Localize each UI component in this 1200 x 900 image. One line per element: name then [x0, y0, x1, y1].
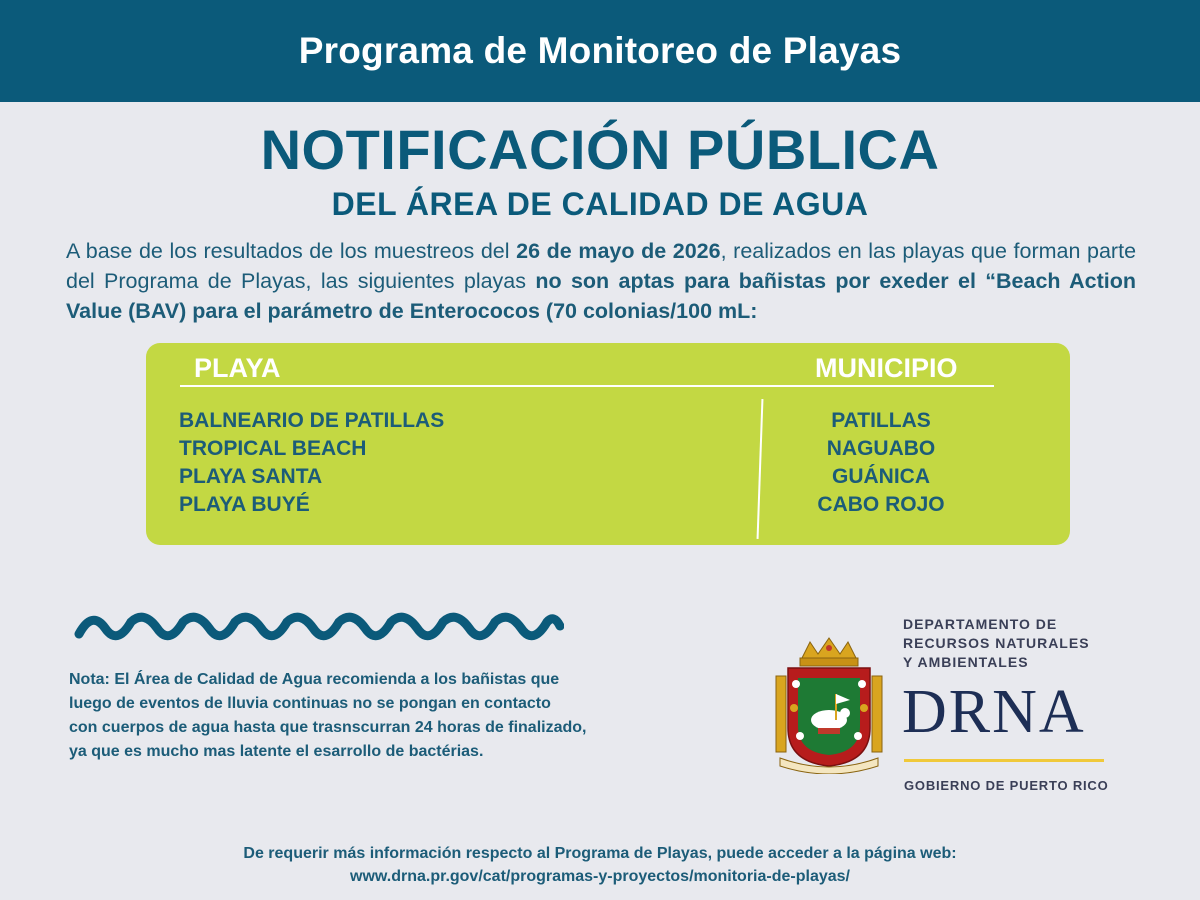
header-playa: PLAYA	[194, 353, 281, 383]
advisory-text: no son aptas para bañistas por exeder el “Beach Action Value (BAV) para el parámetro de Enterococos (70 colonias/100 mL:	[66, 269, 1136, 323]
dept-line: RECURSOS NATURALES	[903, 635, 1090, 651]
notice-title: NOTIFICACIÓN PÚBLICA	[260, 118, 940, 181]
note-line: Nota: El Área de Calidad de Agua recomienda a los bañistas que	[69, 671, 560, 688]
playa-cell: PLAYA SANTA	[179, 465, 323, 488]
note-line: con cuerpos de agua hasta que trasnscurran 24 horas de finalizado,	[69, 719, 587, 736]
intro-paragraph	[66, 236, 1136, 326]
wave-pattern-icon	[74, 604, 564, 652]
municipio-list	[786, 407, 976, 519]
rain-note	[69, 668, 669, 764]
header-banner	[0, 0, 1200, 102]
government-label: GOBIERNO DE PUERTO RICO	[904, 778, 1109, 793]
header-rule	[180, 385, 994, 387]
municipio-cell: NAGUABO	[826, 437, 936, 460]
intro-text-2: , realizados en las playas que forman parte del Programa de Playas, las siguientes playas	[66, 239, 1137, 293]
puerto-rico-coat-of-arms-icon	[766, 636, 892, 774]
program-title: Programa de Monitoreo de Playas	[298, 30, 902, 71]
drna-logo-text: DRNA	[902, 678, 1086, 746]
notice-subtitle: DEL ÁREA DE CALIDAD DE AGUA	[331, 186, 869, 222]
playa-cell: PLAYA BUYÉ	[179, 493, 310, 516]
sample-date: 26 de mayo de 2026	[516, 239, 721, 263]
dept-line: Y AMBIENTALES	[903, 654, 1029, 670]
note-line: ya que es mucho mas latente el esarrollo de bactérias.	[69, 743, 484, 760]
department-name	[903, 615, 1090, 672]
footer-info	[0, 842, 1200, 888]
playa-cell: BALNEARIO DE PATILLAS	[179, 409, 445, 432]
note-line: luego de eventos de lluvia continuas no se pongan en contacto	[69, 695, 551, 712]
column-divider	[757, 399, 764, 539]
header-municipio: MUNICIPIO	[815, 353, 958, 383]
program-website-link[interactable]: www.drna.pr.gov/cat/programas-y-proyectos/monitoria-de-playas/	[350, 868, 850, 885]
beach-table	[146, 343, 1070, 545]
municipio-cell: GUÁNICA	[832, 465, 930, 488]
footer-text: De requerir más información respecto al Programa de Playas, puede acceder a la página web:	[243, 845, 957, 862]
municipio-cell: CABO ROJO	[817, 493, 945, 516]
logo-divider	[904, 759, 1104, 762]
playa-list	[179, 407, 444, 519]
playa-cell: TROPICAL BEACH	[179, 437, 367, 460]
intro-text-1: A base de los resultados de los muestreos del	[66, 239, 517, 263]
municipio-cell: PATILLAS	[831, 409, 931, 432]
dept-line: DEPARTAMENTO DE	[903, 616, 1058, 632]
